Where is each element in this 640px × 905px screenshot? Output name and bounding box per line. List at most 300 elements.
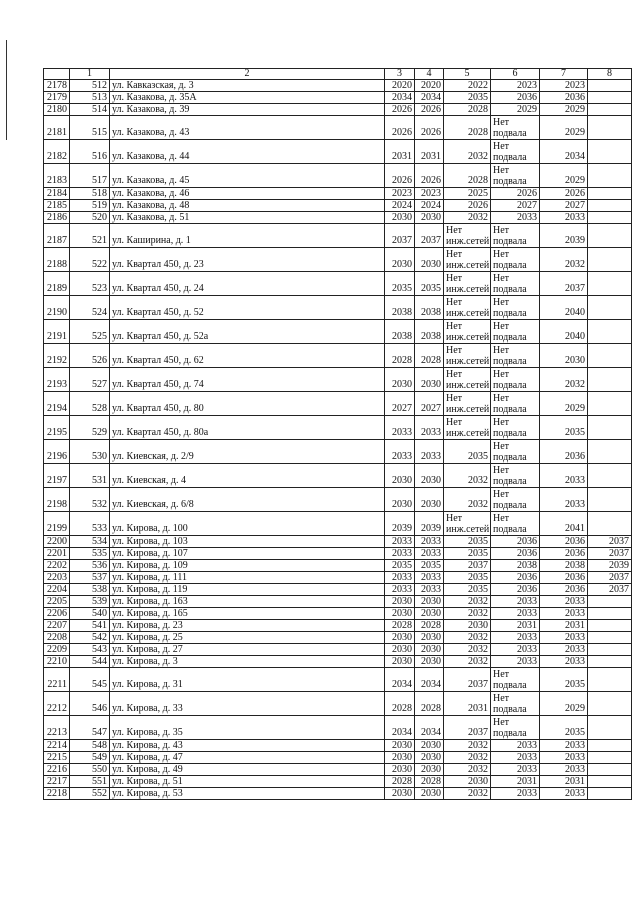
col3-cell: 2026	[385, 116, 415, 140]
col4-cell: 2033	[415, 536, 444, 548]
col4-cell: 2034	[415, 716, 444, 740]
col8-cell	[588, 692, 632, 716]
row-id-cell: 531	[70, 464, 110, 488]
col3-cell: 2030	[385, 788, 415, 800]
col5-cell: 2035	[444, 92, 491, 104]
col6-cell: 2033	[491, 632, 540, 644]
table-row	[44, 272, 632, 296]
address-cell: ул. Кирова, д. 51	[110, 776, 385, 788]
col3-cell: 2037	[385, 224, 415, 248]
col7-cell: 2036	[540, 92, 588, 104]
address-cell: ул. Кирова, д. 25	[110, 632, 385, 644]
col3-cell: 2028	[385, 776, 415, 788]
col4-cell: 2026	[415, 116, 444, 140]
row-id-cell: 537	[70, 572, 110, 584]
address-cell: ул. Казакова, д. 43	[110, 116, 385, 140]
col7-cell: 2040	[540, 320, 588, 344]
table-row	[44, 488, 632, 512]
row-id-cell: 515	[70, 116, 110, 140]
row-number-cell: 2190	[44, 296, 70, 320]
col3-cell: 2033	[385, 548, 415, 560]
col8-cell	[588, 116, 632, 140]
col4-cell: 2026	[415, 164, 444, 188]
row-id-cell: 519	[70, 200, 110, 212]
col6-cell: Нет подвала	[491, 248, 540, 272]
col5-cell: Нет инж.сетей	[444, 248, 491, 272]
col6-cell: Нет подвала	[491, 116, 540, 140]
col6-cell: Нет подвала	[491, 140, 540, 164]
col4-cell: 2028	[415, 776, 444, 788]
col3-cell: 2030	[385, 764, 415, 776]
col6-cell: Нет подвала	[491, 164, 540, 188]
table-row	[44, 392, 632, 416]
address-cell: ул. Кирова, д. 35	[110, 716, 385, 740]
row-number-cell: 2195	[44, 416, 70, 440]
col8-cell	[588, 740, 632, 752]
row-id-cell: 518	[70, 188, 110, 200]
address-cell: ул. Казакова, д. 46	[110, 188, 385, 200]
col6-cell: Нет подвала	[491, 512, 540, 536]
col8-cell	[588, 644, 632, 656]
col5-cell: 2025	[444, 188, 491, 200]
col5-cell: 2028	[444, 164, 491, 188]
col6-cell: 2033	[491, 764, 540, 776]
col5-cell: Нет инж.сетей	[444, 368, 491, 392]
address-cell: ул. Кирова, д. 27	[110, 644, 385, 656]
col7-cell: 2023	[540, 80, 588, 92]
col6-cell: Нет подвала	[491, 368, 540, 392]
address-cell: ул. Кирова, д. 103	[110, 536, 385, 548]
table-row	[44, 320, 632, 344]
table-row	[44, 464, 632, 488]
col6-cell: 2029	[491, 104, 540, 116]
col6-cell: 2036	[491, 536, 540, 548]
col5-cell: 2032	[444, 632, 491, 644]
col6-cell: 2033	[491, 212, 540, 224]
row-number-cell: 2199	[44, 512, 70, 536]
row-id-cell: 541	[70, 620, 110, 632]
col7-cell: 2029	[540, 692, 588, 716]
row-number-cell: 2184	[44, 188, 70, 200]
col3-cell: 2031	[385, 140, 415, 164]
row-id-cell: 548	[70, 740, 110, 752]
col8-cell	[588, 512, 632, 536]
col7-cell: 2032	[540, 368, 588, 392]
row-number-cell: 2211	[44, 668, 70, 692]
table-row	[44, 368, 632, 392]
col4-cell: 2027	[415, 392, 444, 416]
col5-cell: 2035	[444, 536, 491, 548]
col3-cell: 2030	[385, 632, 415, 644]
row-number-cell: 2181	[44, 116, 70, 140]
col8-cell	[588, 224, 632, 248]
address-cell: ул. Кирова, д. 107	[110, 548, 385, 560]
row-id-cell: 529	[70, 416, 110, 440]
col7-cell: 2029	[540, 116, 588, 140]
col5-cell: 2032	[444, 596, 491, 608]
header-cell	[44, 69, 70, 80]
col7-cell: 2037	[540, 272, 588, 296]
col4-cell: 2023	[415, 188, 444, 200]
col3-cell: 2030	[385, 644, 415, 656]
row-number-cell: 2187	[44, 224, 70, 248]
col8-cell	[588, 368, 632, 392]
col5-cell: 2032	[444, 140, 491, 164]
col5-cell: 2035	[444, 440, 491, 464]
col8-cell: 2037	[588, 548, 632, 560]
col7-cell: 2041	[540, 512, 588, 536]
col6-cell: Нет подвала	[491, 464, 540, 488]
col6-cell: 2023	[491, 80, 540, 92]
table-row	[44, 416, 632, 440]
row-id-cell: 543	[70, 644, 110, 656]
row-number-cell: 2200	[44, 536, 70, 548]
row-id-cell: 520	[70, 212, 110, 224]
col7-cell: 2032	[540, 248, 588, 272]
col7-cell: 2033	[540, 764, 588, 776]
col5-cell: 2035	[444, 584, 491, 596]
address-cell: ул. Квартал 450, д. 52	[110, 296, 385, 320]
address-cell: ул. Киевская, д. 6/8	[110, 488, 385, 512]
address-cell: ул. Кирова, д. 100	[110, 512, 385, 536]
col3-cell: 2038	[385, 296, 415, 320]
col8-cell	[588, 104, 632, 116]
address-cell: ул. Кирова, д. 33	[110, 692, 385, 716]
row-id-cell: 534	[70, 536, 110, 548]
col5-cell: 2037	[444, 668, 491, 692]
row-number-cell: 2182	[44, 140, 70, 164]
address-cell: ул. Каширина, д. 1	[110, 224, 385, 248]
row-number-cell: 2207	[44, 620, 70, 632]
row-id-cell: 512	[70, 80, 110, 92]
address-cell: ул. Квартал 450, д. 23	[110, 248, 385, 272]
col3-cell: 2030	[385, 248, 415, 272]
col5-cell: 2032	[444, 212, 491, 224]
col4-cell: 2030	[415, 632, 444, 644]
table-row	[44, 164, 632, 188]
col8-cell	[588, 272, 632, 296]
col4-cell: 2028	[415, 344, 444, 368]
row-id-cell: 551	[70, 776, 110, 788]
col3-cell: 2030	[385, 368, 415, 392]
col3-cell: 2033	[385, 584, 415, 596]
row-number-cell: 2180	[44, 104, 70, 116]
address-cell: ул. Кирова, д. 163	[110, 596, 385, 608]
row-id-cell: 522	[70, 248, 110, 272]
col4-cell: 2026	[415, 104, 444, 116]
address-cell: ул. Кирова, д. 111	[110, 572, 385, 584]
col4-cell: 2030	[415, 656, 444, 668]
col6-cell: 2027	[491, 200, 540, 212]
col3-cell: 2033	[385, 536, 415, 548]
col6-cell: 2036	[491, 572, 540, 584]
address-cell: ул. Квартал 450, д. 62	[110, 344, 385, 368]
schedule-table	[43, 68, 632, 800]
col8-cell: 2039	[588, 560, 632, 572]
col3-cell: 2020	[385, 80, 415, 92]
col8-cell	[588, 656, 632, 668]
col7-cell: 2034	[540, 140, 588, 164]
row-number-cell: 2210	[44, 656, 70, 668]
col3-cell: 2028	[385, 692, 415, 716]
table-row	[44, 92, 632, 104]
table-row	[44, 224, 632, 248]
col6-cell: 2033	[491, 656, 540, 668]
col5-cell: 2037	[444, 560, 491, 572]
col6-cell: Нет подвала	[491, 296, 540, 320]
col5-cell: Нет инж.сетей	[444, 296, 491, 320]
row-id-cell: 542	[70, 632, 110, 644]
col6-cell: Нет подвала	[491, 692, 540, 716]
col5-cell: Нет инж.сетей	[444, 392, 491, 416]
row-id-cell: 549	[70, 752, 110, 764]
col8-cell	[588, 788, 632, 800]
address-cell: ул. Квартал 450, д. 24	[110, 272, 385, 296]
col4-cell: 2034	[415, 668, 444, 692]
col8-cell	[588, 392, 632, 416]
table-row	[44, 296, 632, 320]
col8-cell	[588, 632, 632, 644]
margin-line	[6, 40, 7, 140]
col5-cell: 2035	[444, 548, 491, 560]
col4-cell: 2030	[415, 764, 444, 776]
address-cell: ул. Кирова, д. 47	[110, 752, 385, 764]
table-row	[44, 200, 632, 212]
col3-cell: 2033	[385, 440, 415, 464]
col4-cell: 2020	[415, 80, 444, 92]
col7-cell: 2033	[540, 644, 588, 656]
col7-cell: 2033	[540, 464, 588, 488]
table-row	[44, 548, 632, 560]
col7-cell: 2031	[540, 776, 588, 788]
col4-cell: 2035	[415, 272, 444, 296]
address-cell: ул. Кавказская, д. 3	[110, 80, 385, 92]
col3-cell: 2035	[385, 272, 415, 296]
row-id-cell: 540	[70, 608, 110, 620]
col5-cell: 2035	[444, 572, 491, 584]
row-id-cell: 532	[70, 488, 110, 512]
col7-cell: 2036	[540, 548, 588, 560]
col6-cell: Нет подвала	[491, 488, 540, 512]
col4-cell: 2028	[415, 692, 444, 716]
row-number-cell: 2205	[44, 596, 70, 608]
row-number-cell: 2179	[44, 92, 70, 104]
col7-cell: 2030	[540, 344, 588, 368]
header-cell: 6	[491, 69, 540, 80]
table-row	[44, 668, 632, 692]
header-cell: 5	[444, 69, 491, 80]
col4-cell: 2039	[415, 512, 444, 536]
row-number-cell: 2206	[44, 608, 70, 620]
col3-cell: 2028	[385, 620, 415, 632]
table-row	[44, 788, 632, 800]
col5-cell: 2032	[444, 488, 491, 512]
col3-cell: 2026	[385, 164, 415, 188]
col8-cell	[588, 344, 632, 368]
col5-cell: 2032	[444, 740, 491, 752]
col4-cell: 2038	[415, 296, 444, 320]
col5-cell: 2032	[444, 608, 491, 620]
table-row	[44, 644, 632, 656]
col4-cell: 2030	[415, 788, 444, 800]
col4-cell: 2031	[415, 140, 444, 164]
col3-cell: 2030	[385, 740, 415, 752]
table-row	[44, 716, 632, 740]
col3-cell: 2030	[385, 752, 415, 764]
row-number-cell: 2216	[44, 764, 70, 776]
col3-cell: 2030	[385, 212, 415, 224]
col6-cell: 2036	[491, 548, 540, 560]
table-row	[44, 608, 632, 620]
col5-cell: Нет инж.сетей	[444, 272, 491, 296]
col3-cell: 2033	[385, 572, 415, 584]
col7-cell: 2033	[540, 212, 588, 224]
row-id-cell: 521	[70, 224, 110, 248]
table-row	[44, 140, 632, 164]
row-id-cell: 513	[70, 92, 110, 104]
col3-cell: 2030	[385, 488, 415, 512]
table-row	[44, 776, 632, 788]
row-id-cell: 535	[70, 548, 110, 560]
col8-cell	[588, 80, 632, 92]
table-row	[44, 584, 632, 596]
address-cell: ул. Кирова, д. 53	[110, 788, 385, 800]
col5-cell: 2032	[444, 764, 491, 776]
col7-cell: 2035	[540, 716, 588, 740]
col3-cell: 2024	[385, 200, 415, 212]
col7-cell: 2039	[540, 224, 588, 248]
col6-cell: 2033	[491, 644, 540, 656]
row-number-cell: 2202	[44, 560, 70, 572]
col4-cell: 2028	[415, 620, 444, 632]
col8-cell	[588, 164, 632, 188]
col7-cell: 2035	[540, 416, 588, 440]
col3-cell: 2035	[385, 560, 415, 572]
row-number-cell: 2215	[44, 752, 70, 764]
col3-cell: 2038	[385, 320, 415, 344]
col4-cell: 2038	[415, 320, 444, 344]
address-cell: ул. Кирова, д. 49	[110, 764, 385, 776]
col8-cell	[588, 464, 632, 488]
col5-cell: 2032	[444, 752, 491, 764]
col4-cell: 2037	[415, 224, 444, 248]
table-row	[44, 596, 632, 608]
row-id-cell: 524	[70, 296, 110, 320]
col8-cell: 2037	[588, 584, 632, 596]
col7-cell: 2033	[540, 656, 588, 668]
col5-cell: 2030	[444, 776, 491, 788]
row-number-cell: 2204	[44, 584, 70, 596]
row-number-cell: 2208	[44, 632, 70, 644]
table-row	[44, 440, 632, 464]
col6-cell: Нет подвала	[491, 344, 540, 368]
col4-cell: 2030	[415, 212, 444, 224]
col7-cell: 2033	[540, 596, 588, 608]
col5-cell: 2028	[444, 104, 491, 116]
row-id-cell: 530	[70, 440, 110, 464]
row-id-cell: 546	[70, 692, 110, 716]
col7-cell: 2036	[540, 572, 588, 584]
row-id-cell: 552	[70, 788, 110, 800]
col5-cell: 2037	[444, 716, 491, 740]
row-id-cell: 545	[70, 668, 110, 692]
col8-cell	[588, 620, 632, 632]
col5-cell: Нет инж.сетей	[444, 320, 491, 344]
col4-cell: 2030	[415, 740, 444, 752]
address-cell: ул. Квартал 450, д. 80	[110, 392, 385, 416]
col8-cell	[588, 668, 632, 692]
row-id-cell: 525	[70, 320, 110, 344]
col5-cell: Нет инж.сетей	[444, 224, 491, 248]
col6-cell: Нет подвала	[491, 416, 540, 440]
col5-cell: Нет инж.сетей	[444, 512, 491, 536]
row-id-cell: 547	[70, 716, 110, 740]
col4-cell: 2033	[415, 572, 444, 584]
col7-cell: 2026	[540, 188, 588, 200]
table-row	[44, 116, 632, 140]
col7-cell: 2027	[540, 200, 588, 212]
table-row	[44, 764, 632, 776]
col5-cell: 2032	[444, 656, 491, 668]
col6-cell: 2036	[491, 584, 540, 596]
col8-cell	[588, 200, 632, 212]
table-row	[44, 536, 632, 548]
col7-cell: 2033	[540, 488, 588, 512]
col3-cell: 2030	[385, 608, 415, 620]
col8-cell: 2037	[588, 536, 632, 548]
address-cell: ул. Кирова, д. 119	[110, 584, 385, 596]
col6-cell: Нет подвала	[491, 716, 540, 740]
col6-cell: Нет подвала	[491, 320, 540, 344]
col4-cell: 2030	[415, 596, 444, 608]
col6-cell: Нет подвала	[491, 668, 540, 692]
col7-cell: 2040	[540, 296, 588, 320]
row-number-cell: 2191	[44, 320, 70, 344]
header-row	[44, 69, 632, 80]
col8-cell	[588, 608, 632, 620]
col6-cell: Нет подвала	[491, 440, 540, 464]
col8-cell	[588, 320, 632, 344]
col3-cell: 2023	[385, 188, 415, 200]
col7-cell: 2036	[540, 584, 588, 596]
row-number-cell: 2198	[44, 488, 70, 512]
col5-cell: 2028	[444, 116, 491, 140]
col4-cell: 2024	[415, 200, 444, 212]
address-cell: ул. Казакова, д. 35А	[110, 92, 385, 104]
table-row	[44, 692, 632, 716]
col4-cell: 2030	[415, 368, 444, 392]
col6-cell: 2026	[491, 188, 540, 200]
row-number-cell: 2218	[44, 788, 70, 800]
col7-cell: 2029	[540, 164, 588, 188]
col4-cell: 2030	[415, 644, 444, 656]
col8-cell	[588, 716, 632, 740]
col8-cell	[588, 776, 632, 788]
table-row	[44, 620, 632, 632]
col6-cell: Нет подвала	[491, 272, 540, 296]
col6-cell: 2033	[491, 608, 540, 620]
col5-cell: Нет инж.сетей	[444, 416, 491, 440]
address-cell: ул. Казакова, д. 45	[110, 164, 385, 188]
col3-cell: 2030	[385, 464, 415, 488]
header-cell: 4	[415, 69, 444, 80]
row-number-cell: 2217	[44, 776, 70, 788]
col7-cell: 2033	[540, 752, 588, 764]
row-number-cell: 2194	[44, 392, 70, 416]
col8-cell	[588, 188, 632, 200]
address-cell: ул. Киевская, д. 4	[110, 464, 385, 488]
col3-cell: 2034	[385, 716, 415, 740]
